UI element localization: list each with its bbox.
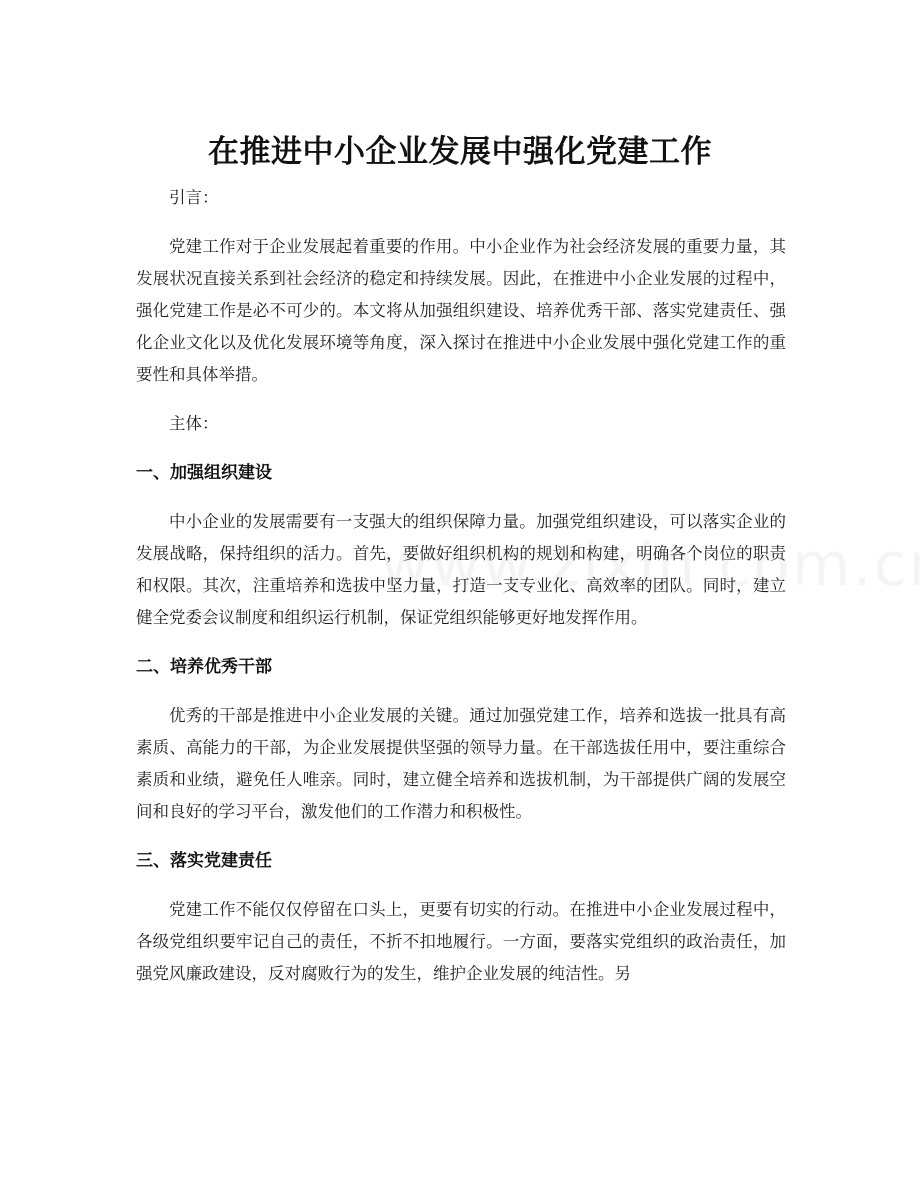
- section-paragraph-1: 中小企业的发展需要有一支强大的组织保障力量。加强党组织建设，可以落实企业的发展战略，保持组织的活力。首先，要做好组织机构的规划和构建，明确各个岗位的职责和权限。其次，注重培养和选拔中坚力量，打造一支专业化、高效率的团队。同时，建立健全党委会议制度和组织运行机制，保证党组织能够更好地发挥作用。: [136, 512, 786, 627]
- document-body: [136, 182, 786, 990]
- section-paragraph-3: 党建工作不能仅仅停留在口头上，更要有切实的行动。在推进中小企业发展过程中，各级党组织要牢记自己的责任，不折不扣地履行。一方面，要落实党组织的政治责任，加强党风廉政建设，反对腐败行为的发生，维护企业发展的纯洁性。另: [136, 900, 786, 983]
- intro-label: 引言：: [169, 188, 219, 207]
- section-heading-3: 三、落实党建责任: [136, 851, 272, 871]
- section-paragraph-2: 优秀的干部是推进中小企业发展的关键。通过加强党建工作，培养和选拔一批具有高素质、高能力的干部，为企业发展提供坚强的领导力量。在干部选拔任用中，要注重综合素质和业绩，避免任人唯亲。同时，建立健全培养和选拔机制，为干部提供广阔的发展空间和良好的学习平台，激发他们的工作潜力和积极性。: [136, 706, 786, 821]
- document-title: 在推进中小企业发展中强化党建工作: [208, 133, 712, 170]
- body-label: 主体：: [169, 414, 219, 433]
- intro-paragraph: 党建工作对于企业发展起着重要的作用。中小企业作为社会经济发展的重要力量，其发展状况直接关系到社会经济的稳定和持续发展。因此，在推进中小企业发展的过程中，强化党建工作是必不可少的。本文将从加强组织建设、培养优秀干部、落实党建责任、强化企业文化以及优化发展环境等角度，深入探讨在推进中小企业发展中强化党建工作的重要性和具体举措。: [136, 237, 786, 384]
- section-heading-1: 一、加强组织建设: [136, 463, 272, 483]
- section-heading-2: 二、培养优秀干部: [136, 657, 272, 677]
